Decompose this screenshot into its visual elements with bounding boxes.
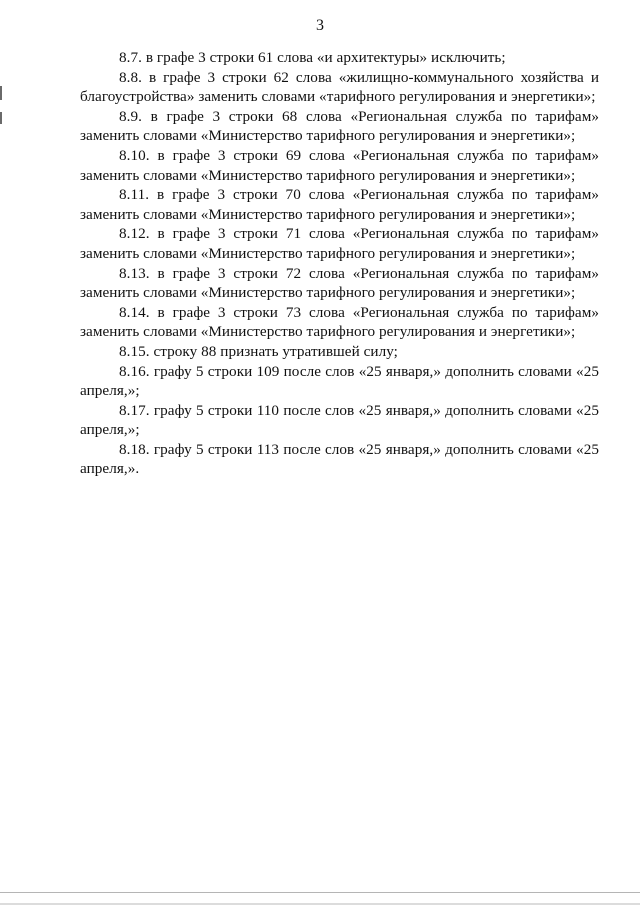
paragraph-8-18: 8.18. графу 5 строки 113 после слов «25 января,» дополнить словами «25 апреля,». <box>80 440 599 478</box>
page-number: 3 <box>316 17 324 34</box>
paragraph-8-12: 8.12. в графе 3 строки 71 слова «Региональная служба по тарифам» заменить словами «Министерство тарифного регулирования и энергетики»; <box>80 225 599 262</box>
paragraph-8-10: 8.10. в графе 3 строки 69 слова «Региональная служба по тарифам» заменить словами «Министерство тарифного регулирования и энергетики»; <box>80 146 599 184</box>
paragraph-8-14: 8.14. в графе 3 строки 73 слова «Региональная служба по тарифам» заменить словами «Министерство тарифного регулирования и энергетики»; <box>80 303 599 341</box>
paragraph-8-15: 8.15. строку 88 признать утратившей силу; <box>119 342 398 360</box>
paragraph-8-7: 8.7. в графе 3 строки 61 слова «и архитектуры» исключить; <box>119 49 506 66</box>
paragraph-8-13: 8.13. в графе 3 строки 72 слова «Региональная служба по тарифам» заменить словами «Министерство тарифного регулирования и энергетики»; <box>80 264 599 302</box>
paragraph-8-9: 8.9. в графе 3 строки 68 слова «Региональная служба по тарифам» заменить словами «Министерство тарифного регулирования и энергетики»; <box>80 107 599 145</box>
paragraph-8-11: 8.11. в графе 3 строки 70 слова «Региональная служба по тарифам» заменить словами «Министерство тарифного регулирования и энергетики»; <box>80 186 599 223</box>
paragraph-8-16: 8.16. графу 5 строки 109 после слов «25 января,» дополнить словами «25 апреля,»; <box>80 362 599 400</box>
paragraph-8-17: 8.17. графу 5 строки 110 после слов «25 января,» дополнить словами «25 апреля,»; <box>80 401 599 439</box>
scan-margin-mark-bottom <box>0 112 2 124</box>
page-bottom-rule <box>0 892 640 893</box>
paragraph-8-8: 8.8. в графе 3 строки 62 слова «жилищно-коммунального хозяйства и благоустройства» заменить словами «тарифного регулирования и энергетики»; <box>80 68 599 106</box>
scan-margin-mark-top <box>0 86 2 100</box>
document-body <box>80 48 599 479</box>
